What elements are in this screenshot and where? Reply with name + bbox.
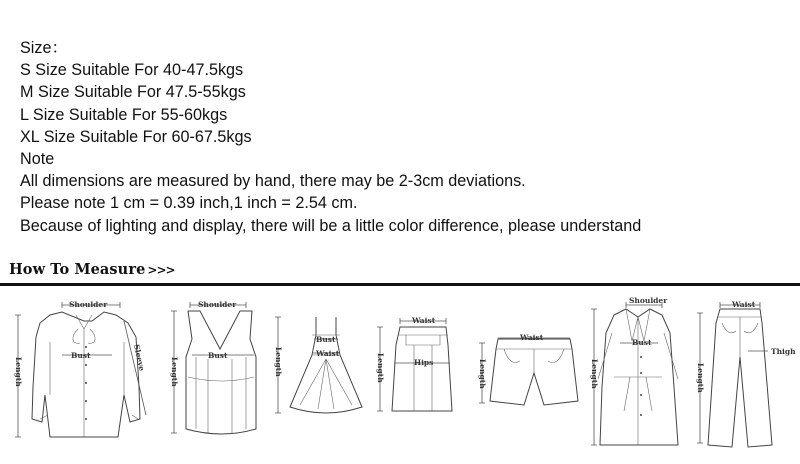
skirt-hips-label: Hips: [414, 358, 434, 367]
shirt-bust-label: Bust: [71, 351, 91, 360]
tank-diagram: [170, 300, 256, 434]
coat-bust-label: Bust: [632, 338, 652, 347]
shorts-length-label: Length: [478, 359, 487, 389]
dress-waist-label: Waist: [316, 349, 340, 358]
shirt-diagram: [14, 300, 146, 437]
how-to-measure-title: How To Measure: [9, 261, 146, 278]
coat-shoulder-label: Shoulder: [629, 296, 668, 305]
note-line-conversion: Please note 1 cm = 0.39 inch,1 inch = 2.54 cm.: [20, 194, 358, 213]
size-m-line: M Size Suitable For 47.5-55kgs: [20, 83, 246, 102]
coat-length-label: Length: [590, 359, 599, 389]
pants-thigh-label: Thigh: [771, 347, 796, 356]
size-heading: Size：: [20, 39, 68, 57]
measurement-diagrams: [0, 287, 800, 464]
coat-diagram: [590, 296, 678, 445]
skirt-length-label: Length: [376, 353, 385, 383]
dress-diagram: [274, 317, 362, 413]
size-xl-line: XL Size Suitable For 60-67.5kgs: [20, 127, 252, 146]
shorts-diagram: [478, 333, 578, 405]
note-line-deviation: All dimensions are measured by hand, there may be 2-3cm deviations.: [20, 172, 526, 191]
skirt-diagram: [376, 316, 452, 411]
size-info-block: [20, 37, 641, 237]
pants-waist-label: Waist: [732, 300, 756, 309]
size-s-line: S Size Suitable For 40-47.5kgs: [20, 61, 244, 80]
how-to-measure-heading: [9, 261, 175, 278]
triple-chevron-icon: >>>: [147, 263, 175, 277]
shirt-sleeve-label: Sleeve: [132, 343, 147, 372]
tank-length-label: Length: [170, 357, 179, 387]
size-l-line: L Size Suitable For 55-60kgs: [20, 105, 228, 124]
skirt-waist-label: Waist: [412, 316, 436, 325]
tank-shoulder-label: Shoulder: [198, 300, 237, 309]
pants-length-label: Length: [696, 363, 705, 393]
shorts-waist-label: Waist: [520, 333, 544, 342]
tank-bust-label: Bust: [208, 351, 228, 360]
note-heading: Note: [20, 150, 55, 169]
note-line-color: Because of lighting and display, there will be a little color difference, please understand: [20, 216, 642, 235]
dress-length-label: Length: [274, 347, 283, 377]
shirt-length-label: Length: [14, 357, 23, 387]
section-divider: [0, 283, 800, 286]
shirt-shoulder-label: Shoulder: [69, 300, 108, 309]
dress-bust-label: Bust: [316, 335, 336, 344]
pants-diagram: [696, 300, 796, 447]
